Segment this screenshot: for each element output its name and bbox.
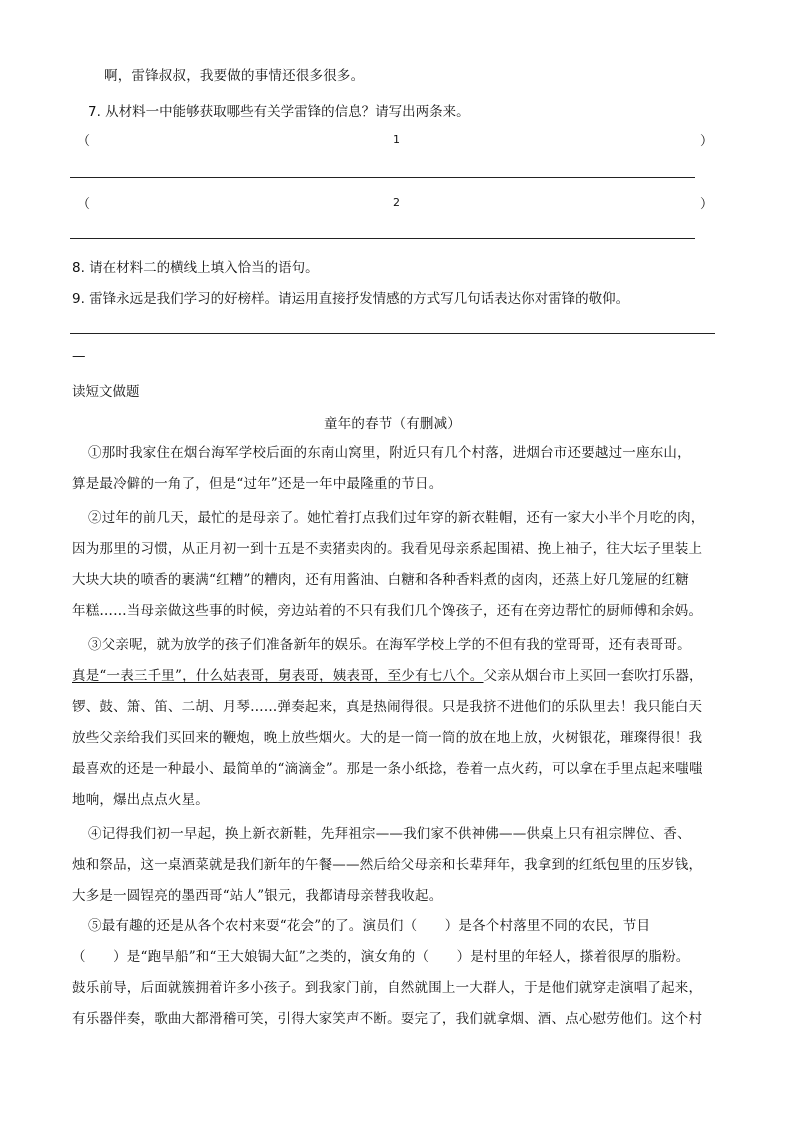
question-9-blank-line-continuation: — <box>72 348 86 364</box>
question-9-blank-line[interactable] <box>70 333 715 334</box>
question-9: 9. 雷锋永远是我们学习的好榜样。请运用直接抒发情感的方式写几句话表达你对雷锋的敬仰。 <box>72 291 630 307</box>
section-title: 读短文做题 <box>72 384 140 400</box>
paragraph-2-line-2: 因为那里的习惯，从正月初一到十五是不卖猪卖肉的。我看见母亲系起围裙、挽上袖子，往大坛子里装上 <box>72 541 703 557</box>
paragraph-2-line-3: 大块大块的喷香的裹满“红糟”的糟肉，还有用酱油、白糖和各种香料煮的卤肉，还蒸上好几笼屉的红糖 <box>72 572 690 588</box>
paragraph-3-line-1: ③父亲呢，就为放学的孩子们准备新年的娱乐。在海军学校上学的不但有我的堂哥哥，还有表哥哥。 <box>88 637 691 653</box>
answer-2-close-paren: ） <box>700 197 714 212</box>
paragraph-3-line-4: 放些父亲给我们买回来的鞭炮，晚上放些烟火。大的是一筒一筒的放在地上放，火树银花，璀璨得很！我 <box>72 730 703 746</box>
question-7: 7. 从材料一中能够获取哪些有关学雷锋的信息？请写出两条来。 <box>88 104 470 120</box>
paragraph-5-line-1: ⑤最有趣的还是从各个农村来耍“花会”的了。演员们（ ）是各个村落里不同的农民，节目 <box>88 918 651 934</box>
paragraph-1-line-2: 算是最冷僻的一角了，但是“过年”还是一年中最隆重的节日。 <box>72 476 443 492</box>
answer-1-close-paren: ） <box>700 134 714 149</box>
paragraph-2-line-4: 年糕……当母亲做这些事的时候，旁边站着的不只有我们几个馋孩子，还有在旁边帮忙的厨师傅和余妈。 <box>72 603 703 619</box>
paragraph-2-line-1: ②过年的前几天，最忙的是母亲了。她忙着打点我们过年穿的新衣鞋帽，还有一家大小半个月吃的肉， <box>88 510 705 526</box>
paragraph-3-line-3: 锣、鼓、箫、笛、二胡、月琴……弹奏起来，真是热闹得很。只是我挤不进他们的乐队里去！我只能白天 <box>72 699 703 715</box>
paragraph-5-line-2: （ ）是“跑旱船”和“王大娘锔大缸”之类的，演女角的（ ）是村里的年轻人，搽着很厚的脂粉。 <box>72 949 690 965</box>
paragraph-5-line-3: 鼓乐前导，后面就簇拥着许多小孩子。到我家门前，自然就围上一大群人，于是他们就穿走演唱了起来， <box>72 980 703 996</box>
answer-2-blank-line[interactable] <box>70 238 695 239</box>
answer-1-blank-line[interactable] <box>70 177 695 178</box>
answer-1-number: 1 <box>393 133 400 146</box>
paragraph-4-line-2: 烛和祭品，这一桌酒菜就是我们新年的午餐——然后给父母亲和长辈拜年，我拿到的红纸包里的压岁钱， <box>72 857 703 873</box>
poem-closing-line: 啊，雷锋叔叔，我要做的事情还很多很多。 <box>104 68 365 84</box>
paragraph-3-line-5: 最喜欢的还是一种最小、最简单的“滴滴金”。那是一条小纸捻，卷着一点火药，可以拿在手里点起来嗤嗤 <box>72 761 703 777</box>
answer-2-number: 2 <box>393 196 400 209</box>
paragraph-3-line-2 <box>72 664 794 684</box>
answer-1-open-paren: （ <box>77 134 91 149</box>
underlined-sentence: 真是“一表三千里”，什么姑表哥，舅表哥，姨表哥，至少有七八个。 <box>72 668 484 684</box>
paragraph-1-line-1: ①那时我家住在烟台海军学校后面的东南山窝里，附近只有几个村落，进烟台市还要越过一座东山， <box>88 445 691 461</box>
paragraph-4-line-1: ④记得我们初一早起，换上新衣新鞋，先拜祖宗——我们家不供神佛——供桌上只有祖宗牌位、香、 <box>88 826 691 842</box>
paragraph-5-line-4: 有乐器伴奏，歌曲大都滑稽可笑，引得大家笑声不断。耍完了，我们就拿烟、酒、点心慰劳他们。这个村 <box>72 1011 703 1027</box>
article-title: 童年的春节（有删减） <box>324 416 461 432</box>
question-8: 8. 请在材料二的横线上填入恰当的语句。 <box>72 260 319 276</box>
paragraph-3-line-6: 地响，爆出点点火星。 <box>72 792 209 808</box>
paragraph-3-line-2-rest: 父亲从烟台市上买回一套吹打乐器， <box>483 668 703 684</box>
answer-2-open-paren: （ <box>77 197 91 212</box>
paragraph-4-line-3: 大多是一圆锃亮的墨西哥“站人”银元，我都请母亲替我收起。 <box>72 888 443 904</box>
